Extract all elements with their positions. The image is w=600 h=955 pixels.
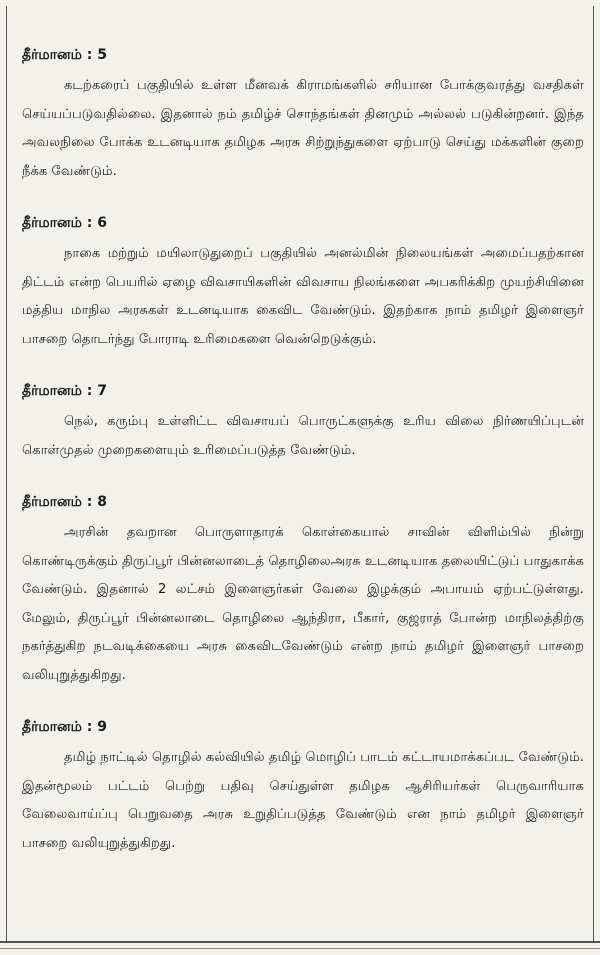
bottom-rule [0, 941, 600, 943]
resolution-7 [22, 380, 584, 465]
resolution-9 [22, 716, 584, 858]
resolution-heading: தீர்மானம் : 6 [22, 215, 107, 231]
resolution-text: அரசின் தவறான பொருளாதாரக் கொள்கையால் சாவின் விளிம்பில் நின்று கொண்டிருக்கும் திருப்பூர் பின்னலாடைத் தொழிலைஅரசு உடனடியாக தலையிட்டுப் பாதுகாக்க வேண்டும். இதனால் 2 லட்சம் இளைஞர்கள் வேலை இழக்கும் அபாயம் ஏற்பட்டுள்ளது. மேலும், திருப்பூர் பின்னலாடை தொழிலை ஆந்திரா, பீகார், குஜராத் போன்ற மாநிலத்திற்கு நகர்த்துகிற நடவடிக்கையை அரசு கைவிடவேண்டும் என்ற நாம் தமிழர் இளைஞர் பாசறை வலியுறுத்துகிறது. [22, 525, 584, 683]
resolution-heading: தீர்மானம் : 9 [22, 719, 107, 735]
resolution-heading: தீர்மானம் : 8 [22, 494, 107, 510]
resolution-5 [22, 44, 584, 186]
resolution-8 [22, 491, 584, 690]
resolution-heading: தீர்மானம் : 7 [22, 383, 107, 399]
bottom-rule-secondary [0, 948, 600, 949]
resolution-6 [22, 212, 584, 354]
resolution-text: நாகை மற்றும் மயிலாடுதுறைப் பகுதியில் அனல்மின் நிலையங்கள் அமைப்பதற்கான திட்டம் என்ற பெயரில் ஏழை விவசாயிகளின் விவசாய நிலங்களை அபகரிக்கிற முயற்சியினை மத்திய மாநில அரசுகள் உடனடியாக கைவிட வேண்டும். இதற்காக நாம் தமிழர் இளைஞர் பாசறை தொடர்ந்து போராடி உரிமைகளை வென்றெடுக்கும். [22, 246, 584, 347]
document-body [22, 44, 584, 884]
resolution-text: தமிழ் நாட்டில் தொழில் கல்வியில் தமிழ் மொழிப் பாடம் கட்டாயமாக்கப்பட வேண்டும். இதன்மூலம் பட்டம் பெற்று பதிவு செய்துள்ள தமிழக ஆசிரியர்கள் பெருவாரியாக வேலைவாய்ப்பு பெறுவதை அரசு உறுதிப்படுத்த வேண்டும் என நாம் தமிழர் இளைஞர் பாசறை வலியுறுத்துகிறது. [22, 750, 584, 851]
resolution-text: நெல், கரும்பு உள்ளிட்ட விவசாயப் பொருட்களுக்கு உரிய விலை நிர்ணயிப்புடன் கொள்முதல் முறைகளையும் உரிமைப்படுத்த வேண்டும். [22, 414, 584, 458]
resolution-text: கடற்கரைப் பகுதியில் உள்ள மீனவக் கிராமங்களில் சரியான போக்குவரத்து வசதிகள் செய்யப்படுவதில்லை. இதனால் நம் தமிழ்ச் சொந்தங்கள் தினமும் அல்லல் படுகின்றனர். இந்த அவலநிலை போக்க உடனடியாக தமிழக அரசு சிற்றுந்துகளை ஏற்பாடு செய்து மக்களின் குறை நீக்க வேண்டும். [22, 78, 584, 179]
resolution-heading: தீர்மானம் : 5 [22, 47, 107, 63]
